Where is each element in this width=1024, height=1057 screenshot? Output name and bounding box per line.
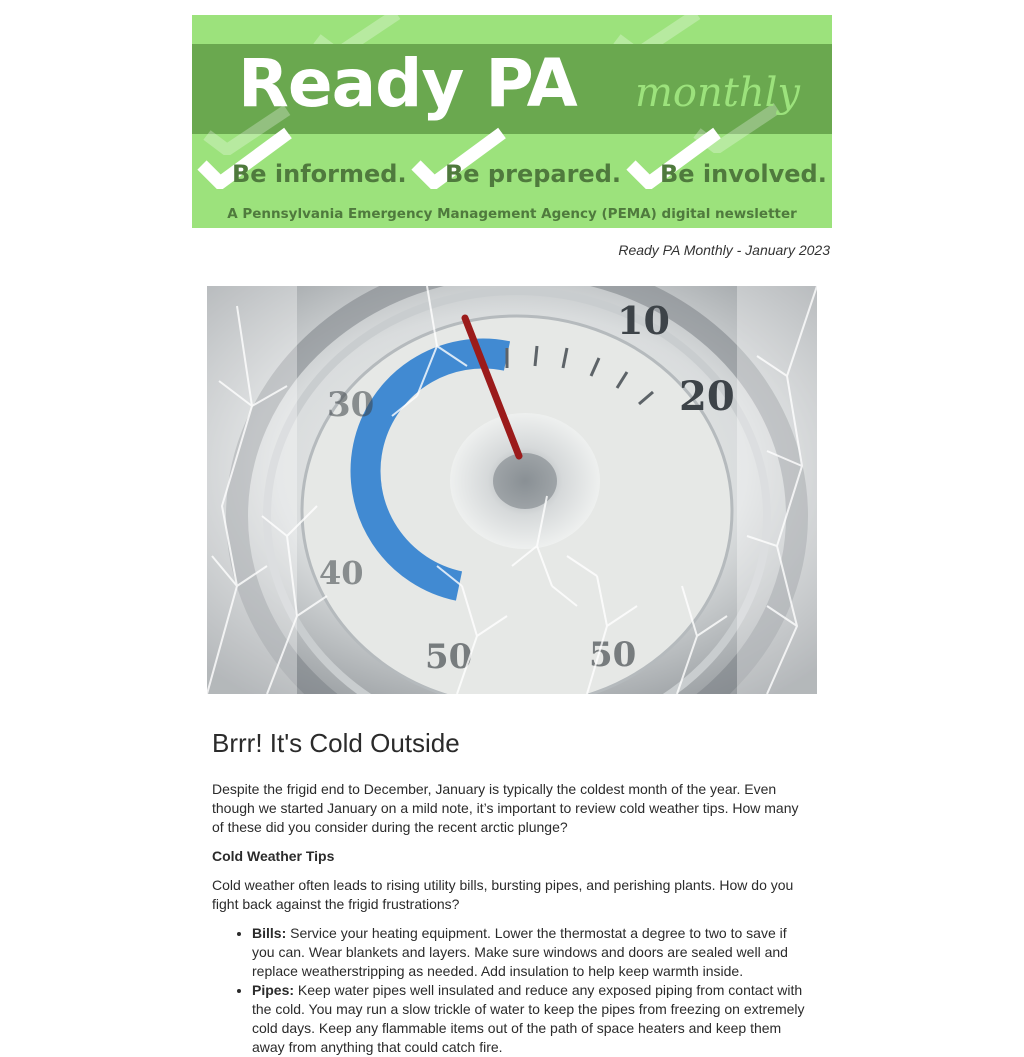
banner-tagline: A Pennsylvania Emergency Management Agency (PEMA) digital newsletter: [227, 206, 797, 222]
tip-text: Service your heating equipment. Lower the thermostat a degree to two to save if you can. Wear blankets and layers. Make sure windows and doors are sealed well and replace weatherstripping as needed. Add insulation to help keep warmth inside.: [252, 925, 788, 979]
motto-prepared: Be prepared.: [445, 160, 622, 188]
dial-number: 40: [319, 554, 364, 592]
section-intro: Cold weather often leads to rising utility bills, bursting pipes, and perishing plants. How do you fight back against the frigid frustrations?: [212, 877, 794, 912]
dial-number: 50: [589, 635, 637, 675]
issue-date-line: Ready PA Monthly - January 2023: [618, 242, 830, 258]
banner-title: Ready PA: [238, 45, 577, 122]
banner-subtitle: monthly: [635, 70, 800, 116]
list-item: [252, 924, 812, 981]
motto-informed: Be informed.: [232, 160, 407, 188]
dial-number: 30: [327, 385, 375, 425]
dial-number: 50: [425, 637, 473, 677]
article: [212, 728, 812, 1057]
article-headline: Brrr! It's Cold Outside: [212, 728, 460, 758]
dial-number: 20: [679, 373, 735, 420]
dial-number: 10: [617, 298, 670, 343]
newsletter-banner: [192, 15, 832, 228]
frosted-thermometer-image: [207, 286, 817, 694]
motto-involved: Be involved.: [660, 160, 827, 188]
article-intro: Despite the frigid end to December, January is typically the coldest month of the year. Even though we started January on a mild note, it’s important to review cold weather tips. How many of these did you consider during the recent arctic plunge?: [212, 781, 799, 835]
tip-label: Pipes:: [252, 982, 295, 998]
tip-text: Keep water pipes well insulated and reduce any exposed piping from contact with the cold. You may run a slow trickle of water to keep the pipes from freezing on extremely cold days. Keep any flammable items out of the path of space heaters and keep them away from anything that could catch fire.: [252, 982, 805, 1055]
tip-label: Bills:: [252, 925, 287, 941]
section-heading: Cold Weather Tips: [212, 848, 335, 864]
list-item: [252, 981, 812, 1057]
tips-list: [212, 924, 812, 1057]
